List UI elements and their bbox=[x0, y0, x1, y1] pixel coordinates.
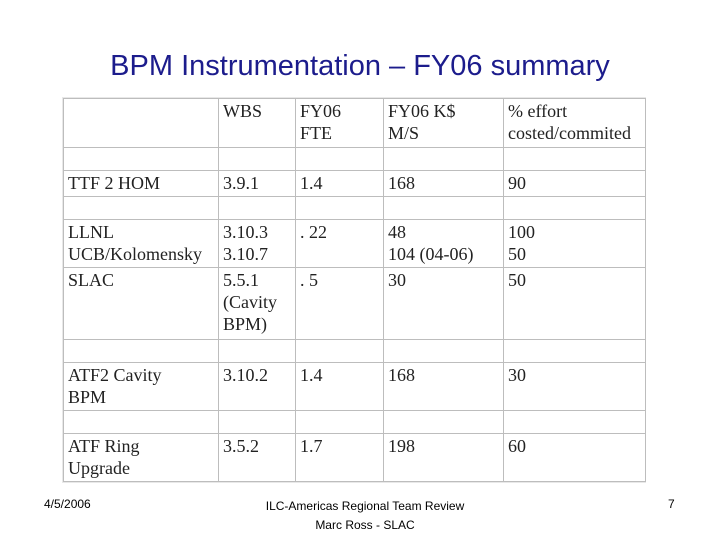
cell-wbs: 3.10.3 3.10.7 bbox=[219, 220, 296, 268]
footer-presentation-info bbox=[230, 497, 500, 535]
cell-effort: 30 bbox=[504, 363, 646, 411]
cell-org: TTF 2 HOM bbox=[64, 171, 219, 197]
spacer-row bbox=[64, 197, 646, 220]
slide-title: BPM Instrumentation – FY06 summary bbox=[110, 50, 610, 82]
cell-ms: 168 bbox=[384, 363, 504, 411]
cell-fte: 1.7 bbox=[296, 434, 384, 482]
table-row bbox=[64, 363, 646, 411]
cell-effort: 90 bbox=[504, 171, 646, 197]
table-row bbox=[64, 268, 646, 340]
spacer-row bbox=[64, 340, 646, 363]
cell-org: SLAC bbox=[64, 268, 219, 340]
cell-ms: 198 bbox=[384, 434, 504, 482]
cell-ms: 48 104 (04-06) bbox=[384, 220, 504, 268]
cell-fte: 1.4 bbox=[296, 363, 384, 411]
header-cell-ms: FY06 K$ M/S bbox=[384, 99, 504, 148]
cell-fte: . 5 bbox=[296, 268, 384, 340]
cell-org: LLNL UCB/Kolomensky bbox=[64, 220, 219, 268]
cell-fte: 1.4 bbox=[296, 171, 384, 197]
summary-table-wrapper bbox=[62, 97, 646, 483]
footer-author: Marc Ross - SLAC bbox=[315, 518, 415, 532]
cell-org: ATF2 Cavity BPM bbox=[64, 363, 219, 411]
cell-wbs: 3.9.1 bbox=[219, 171, 296, 197]
footer-date: 4/5/2006 bbox=[44, 497, 91, 511]
header-cell-fte: FY06 FTE bbox=[296, 99, 384, 148]
header-cell-empty bbox=[64, 99, 219, 148]
page-number: 7 bbox=[668, 497, 675, 511]
table-row bbox=[64, 434, 646, 482]
spacer-row bbox=[64, 148, 646, 171]
table-row bbox=[64, 220, 646, 268]
cell-ms: 30 bbox=[384, 268, 504, 340]
cell-org: ATF Ring Upgrade bbox=[64, 434, 219, 482]
header-cell-wbs: WBS bbox=[219, 99, 296, 148]
cell-ms: 168 bbox=[384, 171, 504, 197]
cell-wbs: 3.10.2 bbox=[219, 363, 296, 411]
cell-fte: . 22 bbox=[296, 220, 384, 268]
cell-effort: 60 bbox=[504, 434, 646, 482]
cell-wbs: 5.5.1 (Cavity BPM) bbox=[219, 268, 296, 340]
table-header-row bbox=[64, 99, 646, 148]
spacer-row bbox=[64, 411, 646, 434]
summary-table bbox=[63, 98, 646, 482]
cell-wbs: 3.5.2 bbox=[219, 434, 296, 482]
table-row bbox=[64, 171, 646, 197]
cell-effort: 100 50 bbox=[504, 220, 646, 268]
header-cell-effort: % effort costed/commited bbox=[504, 99, 646, 148]
cell-effort: 50 bbox=[504, 268, 646, 340]
footer-event: ILC-Americas Regional Team Review bbox=[265, 499, 465, 513]
